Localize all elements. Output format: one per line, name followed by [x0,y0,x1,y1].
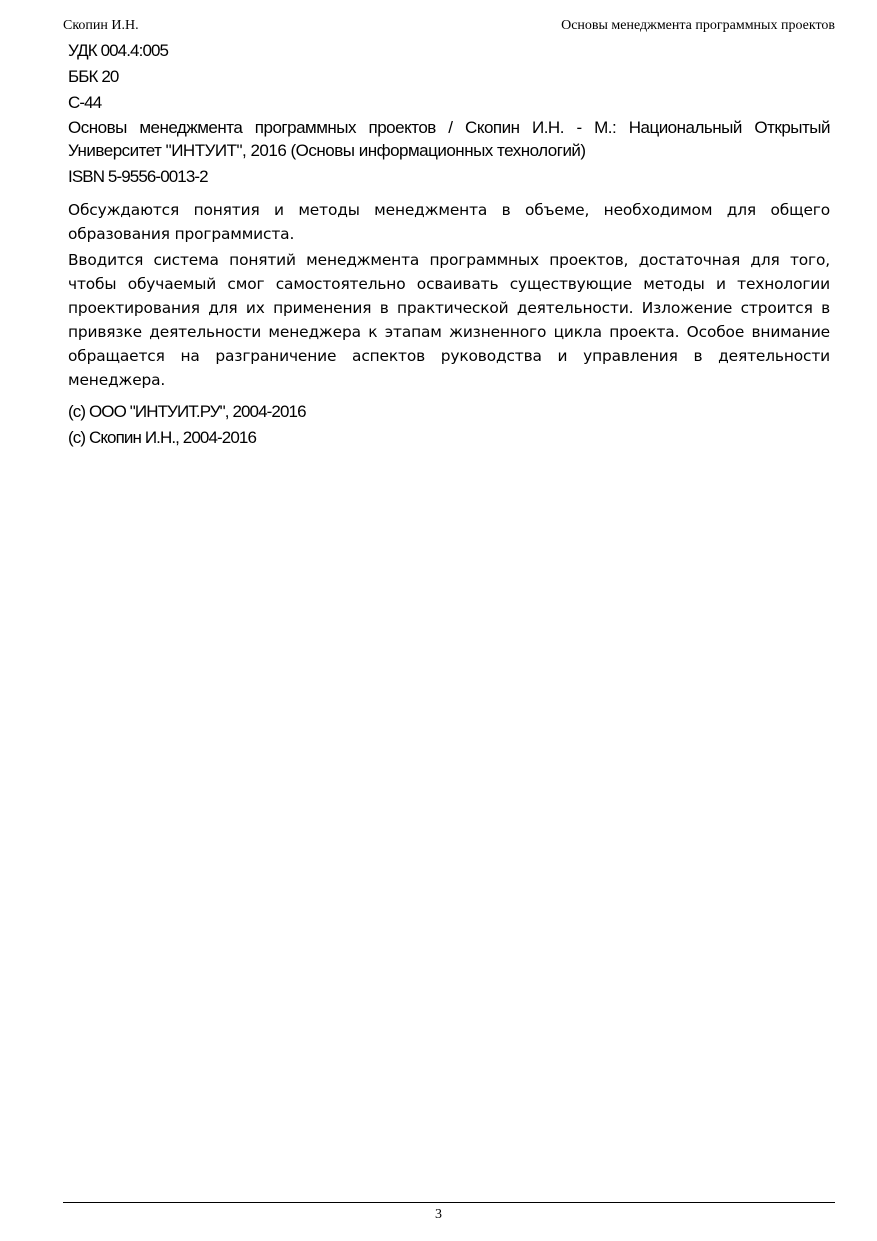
author-mark: С-44 [68,93,102,112]
footer-divider [63,1202,835,1203]
copyright-block [68,399,830,451]
annotation-paragraph: Обсуждаются понятия и методы менеджмента в объеме, необходимом для общего образования программиста. [68,201,830,243]
running-header-title: Основы менеджмента программных проектов [561,18,835,33]
annotation-paragraph: Вводится система понятий менеджмента программных проектов, достаточная для того, чтобы обучаемый смог самостоятельно осваивать существующие методы и технологии проектирования для их применения в практической деятельности. Изложение строится в привязке деятельности менеджера к этапам жизненного цикла проекта. Особое внимание обращается на разграничение аспектов руководства и управления в деятельности менеджера. [68,251,830,389]
bibliographic-record: Основы менеджмента программных проектов / Скопин И.Н. - М.: Национальный Открытый Университет "ИНТУИТ", 2016 (Основы информационных технологий) [68,118,830,160]
bbk-code: ББК 20 [68,67,119,86]
udk-code: УДК 004.4:005 [68,41,169,60]
running-header-author: Скопин И.Н. [63,18,139,33]
isbn: ISBN 5-9556-0013-2 [68,167,208,186]
page-number: 3 [435,1207,442,1222]
copyright-line: (c) Скопин И.Н., 2004-2016 [68,428,257,447]
page-content [68,38,830,451]
copyright-line: (c) ООО "ИНТУИТ.РУ", 2004-2016 [68,402,306,421]
